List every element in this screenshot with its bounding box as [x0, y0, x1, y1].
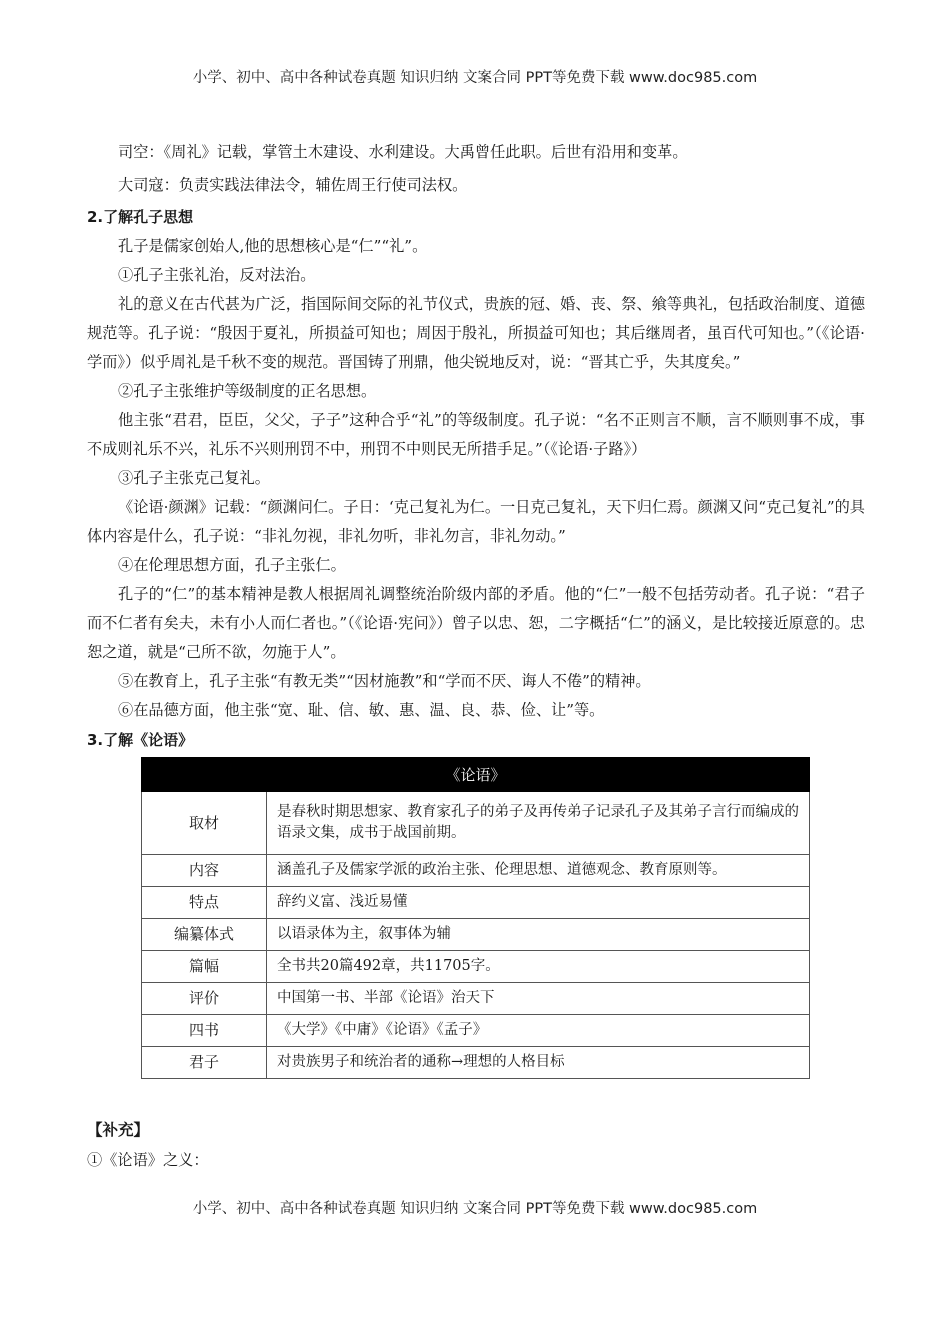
- table-row: [142, 1015, 810, 1047]
- table-row: [142, 951, 810, 983]
- row-key: 取材: [142, 792, 267, 855]
- section2-heading: 2.了解孔子思想: [87, 208, 194, 226]
- section3-heading: 3.了解《论语》: [87, 731, 194, 749]
- table-row: [142, 919, 810, 951]
- row-value: 是春秋时期思想家、教育家孔子的弟子及再传弟子记录孔子及其弟子言行而编成的语录文集，成书于战国前期。: [267, 792, 810, 855]
- section2-para: 孔子的“仁”的基本精神是教人根据周礼调整统治阶级内部的矛盾。他的“仁”一般不包括劳动者。孔子说：“君子而不仁者有矣夫，未有小人而仁者也。”（《论语·宪问》）曾子以忠、恕，二字概括“仁”的涵义，是比较接近原意的。忠恕之道，就是“己所不欲，勿施于人”。: [87, 585, 865, 661]
- section2-para: 《论语·颜渊》记载：“颜渊问仁。子日：‘克己复礼为仁。一日克己复礼，天下归仁焉。颜渊又问“克己复礼”的具体内容是什么，孔子说：“非礼勿视，非礼勿听，非礼勿言，非礼勿动。”: [87, 498, 865, 545]
- section2-para: ①孔子主张礼治，反对法治。: [118, 266, 316, 284]
- row-key: 君子: [142, 1047, 267, 1079]
- section2-para: ②孔子主张维护等级制度的正名思想。: [118, 382, 377, 400]
- row-value: 涵盖孔子及儒家学派的政治主张、伦理思想、道德观念、教育原则等。: [267, 855, 810, 887]
- row-key: 编纂体式: [142, 919, 267, 951]
- section2-para: 孔子是儒家创始人,他的思想核心是“仁”“礼”。: [118, 237, 428, 255]
- row-key: 特点: [142, 887, 267, 919]
- section2-para: ⑤在教育上，孔子主张“有教无类”“因材施教”和“学而不厌、诲人不倦”的精神。: [118, 672, 651, 690]
- row-key: 四书: [142, 1015, 267, 1047]
- table-row: [142, 1047, 810, 1079]
- section2-para: ⑥在品德方面，他主张“宽、耻、信、敏、惠、温、良、恭、俭、让”等。: [118, 701, 605, 719]
- row-key: 评价: [142, 983, 267, 1015]
- table-row: [142, 792, 810, 855]
- section2-para: ④在伦理思想方面，孔子主张仁。: [118, 556, 346, 574]
- supplement-item: ①《论语》之义：: [87, 1151, 209, 1169]
- section2-para: 他主张“君君，臣臣，父父，子子”这种合乎“礼”的等级制度。孔子说：“名不正则言不顺，言不顺则事不成，事不成则礼乐不兴，礼乐不兴则刑罚不中，刑罚不中则民无所措手足。”（《论语·子路》）: [87, 411, 865, 458]
- section2-para: ③孔子主张克己复礼。: [118, 469, 270, 487]
- row-value: 全书共20篇492章，共11705字。: [267, 951, 810, 983]
- page-footer: 小学、初中、高中各种试卷真题 知识归纳 文案合同 PPT等免费下载 www.doc985.com: [192, 1201, 758, 1217]
- row-value: 中国第一书、半部《论语》治天下: [267, 983, 810, 1015]
- table-row: [142, 983, 810, 1015]
- intro-dasikou: 大司寇：负责实践法律法令，辅佐周王行使司法权。: [118, 176, 468, 194]
- table-row: [142, 855, 810, 887]
- section2-para: 礼的意义在古代甚为广泛，指国际间交际的礼节仪式，贵族的冠、婚、丧、祭、飨等典礼，包括政治制度、道德规范等。孔子说：“殷因于夏礼，所损益可知也；周因于殷礼，所损益可知也；其后继周者，虽百代可知也。”（《论语·学而》）似乎周礼是千秋不变的规范。晋国铸了刑鼎，他尖锐地反对，说：“晋其亡乎，失其度矣。”: [87, 295, 865, 371]
- supplement-title: 【补充】: [87, 1121, 150, 1139]
- row-value: 辞约义富、浅近易懂: [267, 887, 810, 919]
- row-value: 以语录体为主，叙事体为辅: [267, 919, 810, 951]
- lunyu-table: [141, 757, 810, 1079]
- row-value: 《大学》《中庸》《论语》《孟子》: [267, 1015, 810, 1047]
- intro-sikong: 司空：《周礼》记载，掌管土木建设、水利建设。大禹曾任此职。后世有沿用和变革。: [118, 143, 688, 161]
- table-title: 《论语》: [142, 758, 810, 792]
- row-key: 内容: [142, 855, 267, 887]
- row-value: 对贵族男子和统治者的通称→理想的人格目标: [267, 1047, 810, 1079]
- row-key: 篇幅: [142, 951, 267, 983]
- page-header: 小学、初中、高中各种试卷真题 知识归纳 文案合同 PPT等免费下载 www.doc985.com: [192, 70, 758, 86]
- table-row: [142, 887, 810, 919]
- page-content: [87, 136, 865, 1175]
